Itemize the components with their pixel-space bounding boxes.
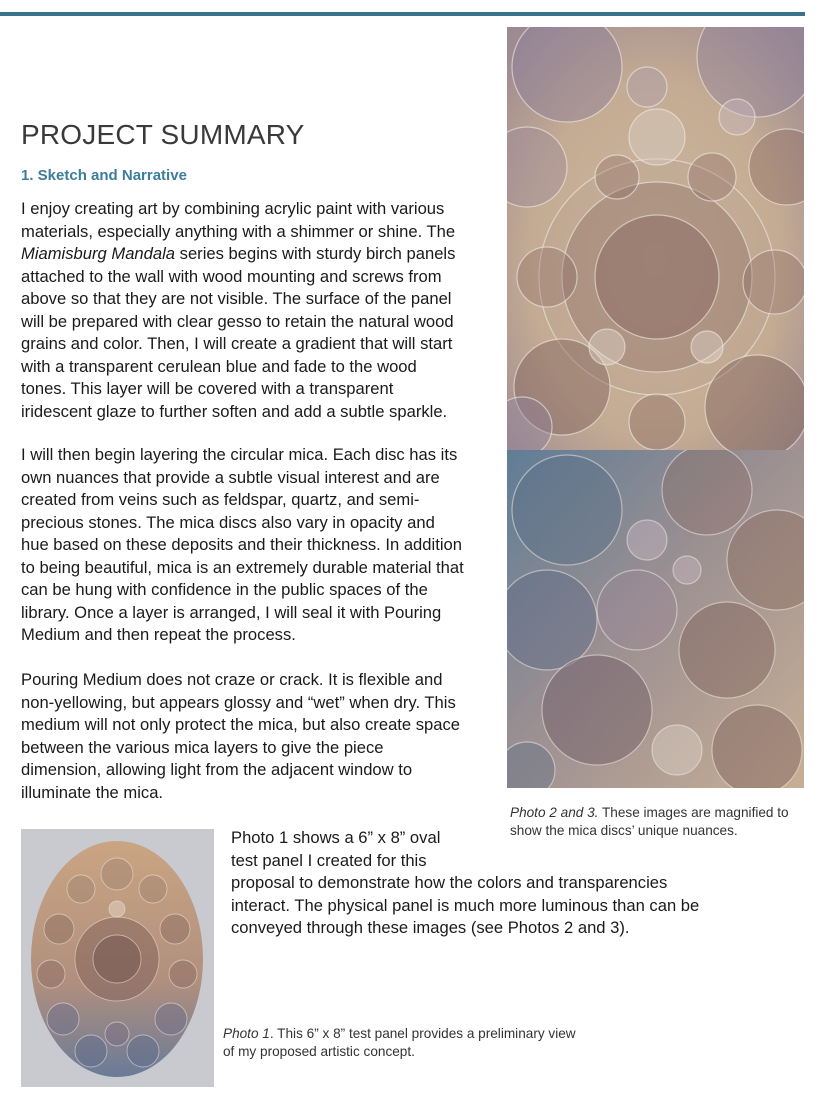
text-line: illuminate the mica. xyxy=(21,782,164,802)
caption-text: . This 6” x 8” test panel provides a preliminary view of my proposed artistic concept. xyxy=(223,1026,576,1059)
series-title: Miamisburg Mandala xyxy=(21,244,176,263)
text-line: test panel I created for this xyxy=(231,850,427,870)
text-line: above so that they are not visible. The surface of the panel xyxy=(21,289,452,308)
caption-label: Photo 1 xyxy=(223,1026,270,1041)
paragraph-materials xyxy=(21,198,491,423)
text-line: created from veins such as feldspar, quartz, and semi- xyxy=(21,490,420,509)
section-heading: 1. Sketch and Narrative xyxy=(21,167,187,184)
text-line: I enjoy creating art by combining acrylic paint with various xyxy=(21,199,445,218)
text-line: medium will not only protect the mica, but also create space xyxy=(21,715,461,734)
header-rule xyxy=(0,12,805,16)
text-line: hue based on these deposits and their thickness. In addition xyxy=(21,535,462,554)
text-line: precious stones. The mica discs also vary in opacity and xyxy=(21,512,435,532)
caption-photo-1 xyxy=(223,1025,583,1061)
photo-3-mica-closeup xyxy=(507,450,804,788)
paragraph-mica xyxy=(21,444,491,647)
photo-2-image xyxy=(507,27,804,450)
text-fragment: series begins with sturdy birch panels xyxy=(175,244,456,263)
text-line: Pouring Medium does not craze or crack. It is flexible and xyxy=(21,670,443,689)
text-line: can be hung with confidence in the public spaces of the xyxy=(21,580,428,599)
photo-1-test-panel xyxy=(21,829,214,1087)
text-line: conveyed through these images (see Photos 2 and 3). xyxy=(231,918,630,937)
text-line: iridescent glaze to further soften and add a subtle sparkle. xyxy=(21,401,448,421)
text-line xyxy=(21,243,491,266)
photo-2-mica-closeup xyxy=(507,27,804,450)
text-line: attached to the wall with wood mounting and screws from xyxy=(21,266,442,286)
text-line: Medium and then repeat the process. xyxy=(21,625,296,644)
caption-label: Photo 2 and 3. xyxy=(510,805,599,820)
caption-text: These images are magnified to show the mica discs’ unique nuances. xyxy=(510,805,789,838)
text-line: dimension, allowing light from the adjacent window to xyxy=(21,760,413,779)
text-line: interact. The physical panel is much more luminous than can be xyxy=(231,895,700,915)
text-line: library. Once a layer is arranged, I will seal it with Pouring xyxy=(21,602,442,622)
text-line: proposal to demonstrate how the colors and transparencies xyxy=(231,873,668,892)
photo-1-image xyxy=(21,829,214,1087)
text-line: Photo 1 shows a 6” x 8” oval xyxy=(231,828,441,847)
text-line: I will then begin layering the circular mica. Each disc has its xyxy=(21,445,458,464)
text-line: tones. This layer will be covered with a transparent xyxy=(21,379,394,398)
text-line: materials, especially anything with a shimmer or shine. The xyxy=(21,221,456,241)
photo-3-image xyxy=(507,450,804,788)
paragraph-photo-1 xyxy=(231,827,699,940)
text-line: non-yellowing, but appears glossy and “wet” when dry. This xyxy=(21,692,456,712)
text-line: will be prepared with clear gesso to retain the natural wood xyxy=(21,311,454,331)
text-line: own nuances that provide a subtle visual interest and are xyxy=(21,467,440,487)
paragraph-pouring-medium xyxy=(21,669,491,804)
text-line: with a transparent cerulean blue and fade to the wood xyxy=(21,356,417,376)
text-line: grains and color. Then, I will create a gradient that will start xyxy=(21,334,453,353)
text-line: to being beautiful, mica is an extremely durable material that xyxy=(21,557,464,577)
page-title: PROJECT SUMMARY xyxy=(21,119,305,150)
text-line: between the various mica layers to give the piece xyxy=(21,737,384,757)
